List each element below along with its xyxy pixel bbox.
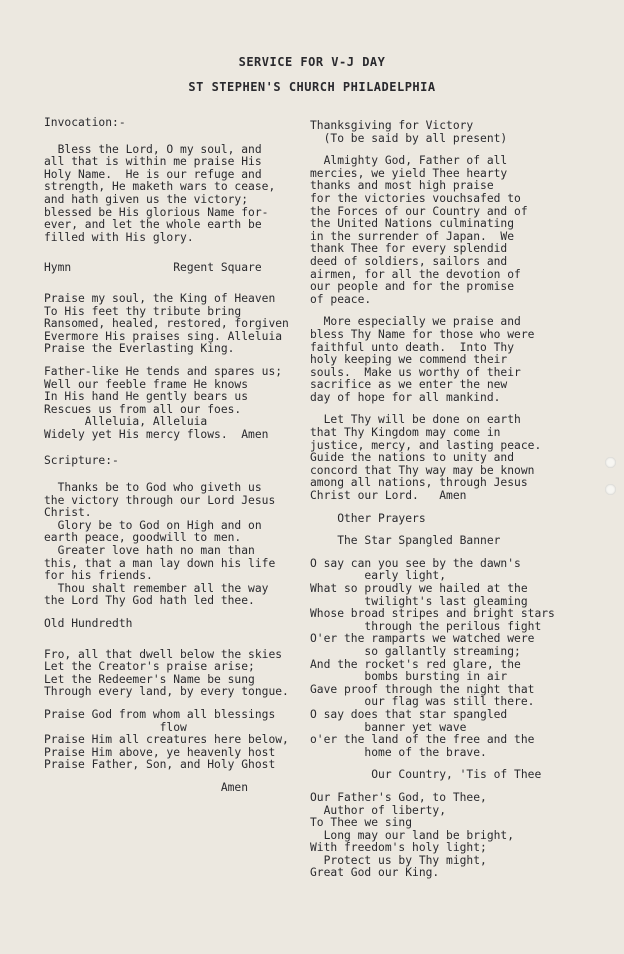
old-hundredth-heading: Old Hundredth bbox=[44, 617, 133, 630]
doxology: Praise God from whom all blessings flow Praise Him all creatures here below, Praise Him above, ye heavenly host Praise Father, Son, and Holy Ghost bbox=[44, 707, 289, 772]
hymn-verse-1: Praise my soul, the King of Heaven To His feet thy tribute bring Ransomed, healed, restored, forgiven Evermore His praises sing. Alleluia Praise the Everlasting King. bbox=[44, 291, 289, 356]
right-column bbox=[310, 120, 610, 880]
old-hundredth-verse: Fro, all that dwell below the skies Let the Creator's praise arise; Let the Redeemer's Name be sung Through every land, by every tongue. bbox=[44, 647, 289, 699]
service-title: SERVICE FOR V-J DAY bbox=[238, 55, 386, 69]
country-heading: Our Country, 'Tis of Thee bbox=[310, 768, 542, 782]
thanksgiving-prayer: Almighty God, Father of all mercies, we yield Thee hearty thanks and most high praise for the victories vouchsafed to the Forces of our Country and of the United Nations culminating in the surrender of Japan. We thank Thee for every splendid deed of soldiers, sailors and airmen, for all the devotion of our people and for the promise of peace. bbox=[310, 154, 528, 306]
invocation-text: Bless the Lord, O my soul, and all that is within me praise His Holy Name. He is our refuge and strength, He maketh wars to cease, and hath given us the victory; blessed be His glorious Name for- ever, and let the whole earth be filled with His glory. bbox=[44, 142, 276, 244]
thanksgiving-prayer-2: More especially we praise and bless Thy Name for those who were faithful unto death. Into Thy holy keeping we commend their souls. Make us worthy of their sacrifice as we enter the new day of hope for all mankind. bbox=[310, 315, 535, 404]
left-column bbox=[44, 117, 334, 795]
invocation-heading: Invocation:- bbox=[44, 116, 126, 129]
hymn-verse-2: Father-like He tends and spares us; Well our feeble frame He knows In His hand He gently bears us Rescues us from all our foes. Alleluia, Alleluia Widely yet His mercy flows. Amen bbox=[44, 364, 283, 441]
scripture-text: Thanks be to God who giveth us the victory through our Lord Jesus Christ. Glory be to God on High and on earth peace, goodwill to men. Greater love hath no man than this, that a man lay down his life for his friends. Thou shalt remember all the way the Lord Thy God hath led thee. bbox=[44, 481, 276, 608]
anthem-verse: O say can you see by the dawn's early light, What so proudly we hailed at the twilight's last gleaming Whose broad stripes and bright stars through the perilous fight O'er the ramparts we watched were so gallantly streaming; And the rocket's red glare, the bombs bursting in air Gave proof through the night that our flag was still there. O say does that star spangled banner yet wave o'er the land of the free and the home of the brave. bbox=[310, 556, 555, 759]
punch-hole bbox=[605, 457, 616, 468]
anthem-heading: The Star Spangled Banner bbox=[310, 534, 501, 548]
hymn-heading: Hymn Regent Square bbox=[44, 261, 262, 275]
country-verse: Our Father's God, to Thee, Author of liberty, To Thee we sing Long may our land be bright, With freedom's holy light; Protect us by Thy might, Great God our King. bbox=[310, 790, 515, 880]
scripture-heading: Scripture:- bbox=[44, 454, 119, 468]
amen-closing: Amen bbox=[44, 780, 249, 794]
thanksgiving-prayer-3: Let Thy will be done on earth that Thy Kingdom may come in justice, mercy, and lasting peace. Guide the nations to unity and concord that Thy way may be known among all nations, through Jesus Christ our Lord. Amen bbox=[310, 413, 542, 503]
punch-hole bbox=[605, 484, 616, 495]
other-prayers-heading: Other Prayers bbox=[310, 511, 426, 525]
thanksgiving-heading: Thanksgiving for Victory (To be said by all present) bbox=[310, 119, 508, 145]
church-name: ST STEPHEN'S CHURCH PHILADELPHIA bbox=[188, 80, 436, 94]
